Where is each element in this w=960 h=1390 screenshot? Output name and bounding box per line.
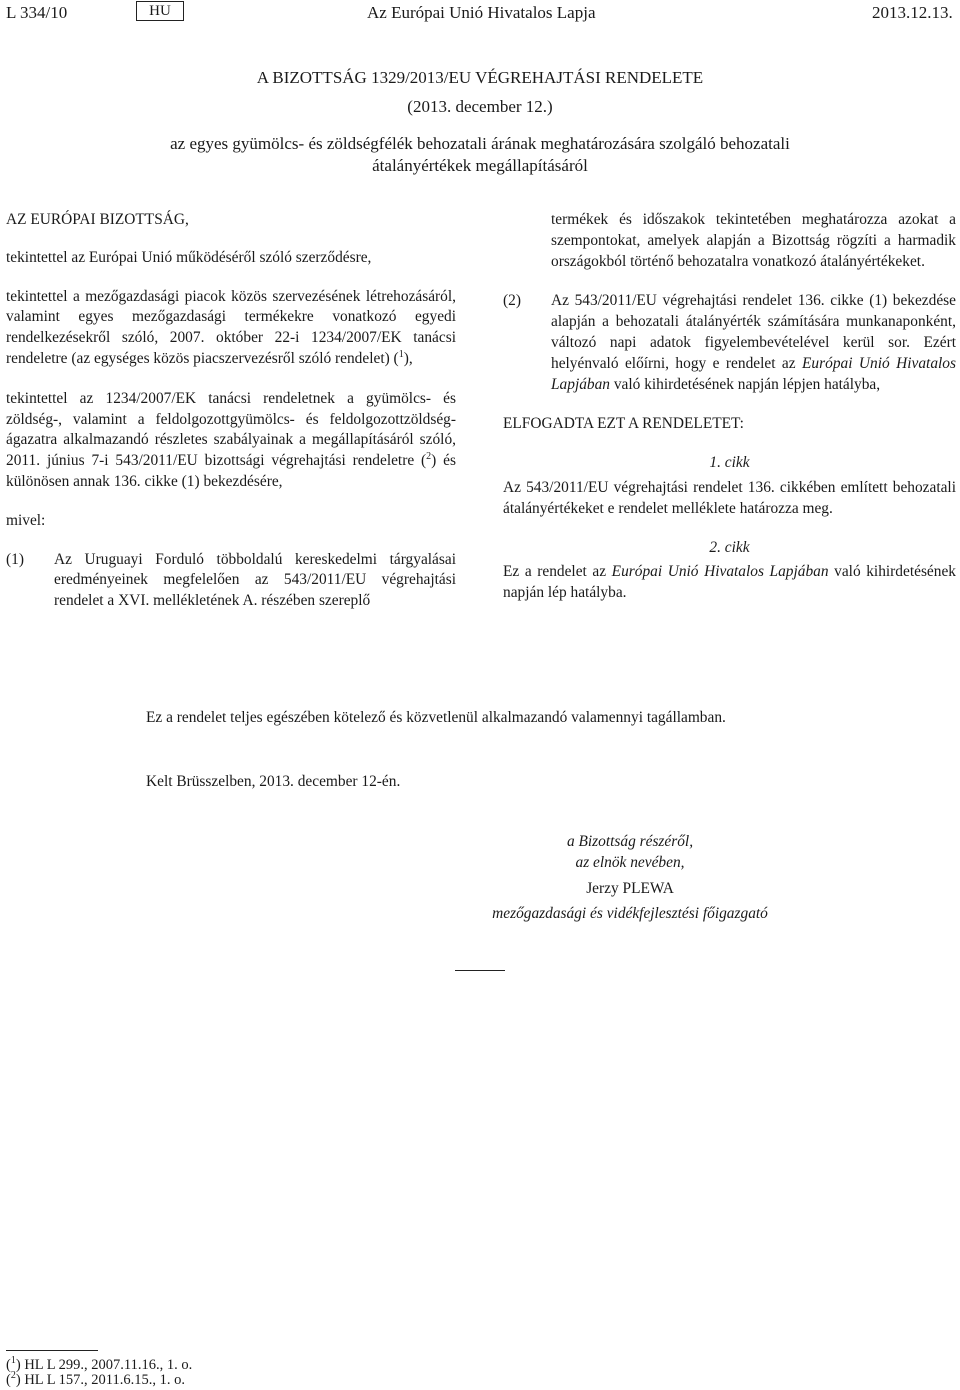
regulation-date: (2013. december 12.) — [407, 97, 553, 116]
article-2-text: Ez a rendelet az Európai Unió Hivatalos Lapjában való kihirdetésének napján lép hatályba. — [503, 563, 956, 602]
for-commission: a Bizottság részéről, — [566, 833, 694, 850]
recital-implementing: tekintettel az 1234/2007/EK tanácsi rendeletnek a gyümölcs- és zöldség-, valamint a feldolgozottgyümölcs- és feldolgozottzöldség-ágazatra alkalmazandó részletes szabályainak a megállapításáról szóló, 2011. június 7-i 543/2011/EU bizottsági végrehajtási rendeletre ($^2$) és különösen annak 136. cikke (1) bekezdésére, — [6, 389, 457, 490]
language-code-badge: HU — [136, 1, 184, 21]
footnote-ref-1[interactable]: 1 — [398, 348, 404, 360]
signature-block — [440, 832, 820, 925]
article-1-text: Az 543/2011/EU végrehajtási rendelet 136. cikkében említett behozatali átalányértékeket e rendelet melléklete határozza meg. — [503, 478, 956, 517]
left-column — [6, 210, 456, 612]
recital-treaty: tekintettel az Európai Unió működéséről szóló szerződésre, — [6, 248, 372, 266]
journal-title: Az Európai Unió Hivatalos Lapja — [367, 3, 596, 22]
recital-point-1-continued: termékek és időszakok tekintetében meghatározza azokat a szempontokat, amelyek alapján a Bizottság rögzíti a harmadik országokból történő behozatalra vonatkozó átalányértékeket. — [551, 211, 956, 270]
article-1-heading: 1. cikk — [709, 454, 750, 472]
publication-date: 2013.12.13. — [872, 3, 953, 22]
point-number: (2) — [503, 292, 521, 310]
whereas-line: mivel: — [6, 511, 46, 529]
adopted-line: ELFOGADTA EZT A RENDELETET: — [503, 415, 744, 433]
recital-cmo: tekintettel a mezőgazdasági piacok közös szervezésének létrehozásáról, valamint egyes mezőgazdasági termékekre vonatkozó egyedi rendelkezésekről szóló, 2007. október 22-i 1234/2007/EK tanácsi rendeletre (az egységes közös piacszervezésről szóló rendelet) ($^1$), — [6, 287, 456, 367]
regulation-subject-line1: az egyes gyümölcs- és zöldségfélék behozatali árának meghatározására szolgáló behozatali — [170, 134, 790, 153]
point-number: (1) — [6, 550, 24, 568]
signatory-title: mezőgazdasági és vidékfejlesztési főigazgató — [492, 905, 768, 923]
footnote-2: ($^2$) HL L 157., 2011.6.15., 1. o. — [6, 1370, 186, 1388]
point-text: Az Uruguayi Forduló többoldalú kereskedelmi tárgyalásai eredményeinek megfelelően az 543/2011/EU végrehajtási rendelet a XVI. mellékletének A. részében szereplő — [54, 550, 456, 610]
recital-point-2 — [503, 291, 956, 395]
binding-statement: Ez a rendelet teljes egészében kötelező és közvetlenül alkalmazandó valamennyi tagállamban. — [146, 709, 726, 726]
right-column — [503, 210, 956, 604]
footnote-1: ($^1$) HL L 299., 2007.11.16., 1. o. — [6, 1355, 193, 1373]
on-behalf-of-president: az elnök nevében, — [575, 853, 685, 871]
signatory-name: Jerzy PLEWA — [586, 879, 674, 897]
article-2-heading: 2. cikk — [709, 538, 750, 556]
regulation-title: A BIZOTTSÁG 1329/2013/EU VÉGREHAJTÁSI RENDELETE — [256, 68, 704, 87]
recital-point-1 — [6, 550, 456, 612]
page-reference: L 334/10 — [6, 3, 68, 22]
point-text: Az 543/2011/EU végrehajtási rendelet 136. cikke (1) bekezdése alapján a behozatali átalányérték számítására munkanaponként, változó napi adatok figyelembevételével kerül sor. Ezért helyénvaló előírni, hogy e rendelet az Európai Unió Hivatalos Lapjában való kihirdetésének napján lépjen hatályba, — [551, 292, 956, 393]
end-divider — [455, 970, 505, 971]
regulation-subject-line2: átalányértékek megállapításáról — [372, 156, 588, 175]
footnote-divider — [6, 1350, 98, 1351]
footnote-ref-2[interactable]: 2 — [426, 451, 432, 463]
authority-line: AZ EURÓPAI BIZOTTSÁG, — [6, 211, 189, 228]
place-and-date: Kelt Brüsszelben, 2013. december 12-én. — [146, 773, 401, 790]
